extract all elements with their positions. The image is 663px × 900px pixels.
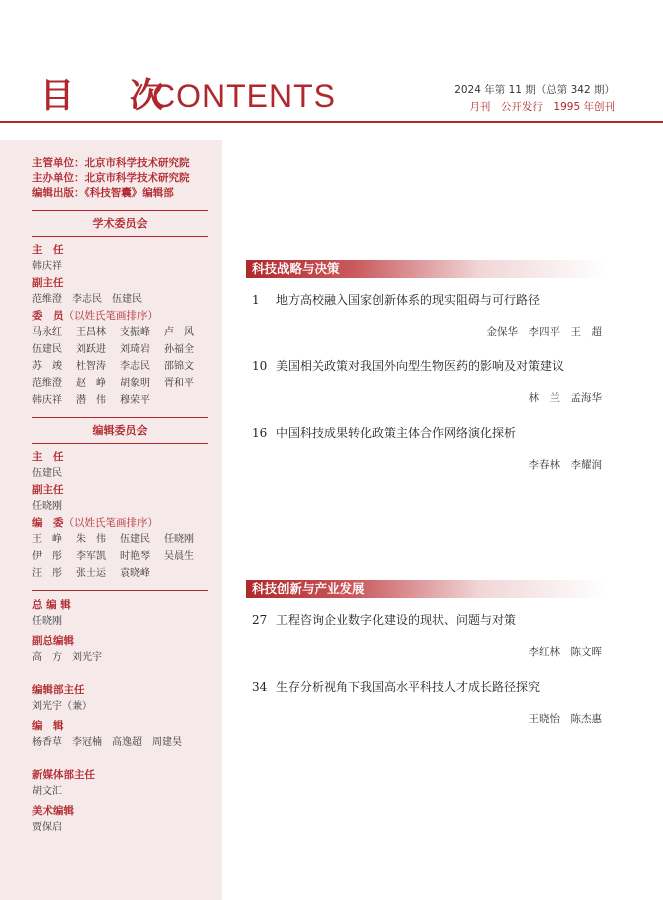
art-editor-label: 美术编辑 xyxy=(32,805,74,817)
page-number: 34 xyxy=(252,680,268,694)
member-name: 刘跃进 xyxy=(76,344,106,355)
page-number: 1 xyxy=(252,293,260,307)
member-name: 王 峥 xyxy=(32,534,62,545)
editorial-director-label: 主 任 xyxy=(32,451,64,463)
academic-committee-title: 学术委员会 xyxy=(92,217,148,230)
member-name: 袁晓峰 xyxy=(120,568,150,579)
editorial-members-note: （以姓氏笔画排序） xyxy=(63,517,158,529)
article-title[interactable]: 生存分析视角下我国高水平科技人才成长路径探究 xyxy=(276,680,541,694)
divider xyxy=(32,590,208,591)
org-publisher: 编辑出版：《科技智囊》编辑部 xyxy=(32,187,174,199)
article-title[interactable]: 美国相关政策对我国外向型生物医药的影响及对策建议 xyxy=(276,359,565,373)
section-title: 科技战略与决策 xyxy=(252,261,340,276)
article-title[interactable]: 中国科技成果转化政策主体合作网络演化探析 xyxy=(276,426,517,440)
org-supervisor: 主管单位：北京市科学技术研究院 xyxy=(32,157,190,169)
member-name: 赵 峥 xyxy=(76,378,106,389)
article-authors: 金保华 李四平 王 超 xyxy=(486,326,602,338)
article-authors: 李春林 李耀润 xyxy=(528,459,602,471)
member-name: 胥和平 xyxy=(164,378,194,389)
office-director-label: 编辑部主任 xyxy=(32,684,85,696)
member-name: 朱 伟 xyxy=(76,534,106,545)
issue-info xyxy=(454,82,615,116)
academic-members-label: 委 员 xyxy=(32,310,64,322)
header-rule xyxy=(0,121,663,123)
divider xyxy=(32,443,208,444)
member-name: 王昌林 xyxy=(76,327,106,338)
member-name: 马永红 xyxy=(32,327,62,338)
section-title: 科技创新与产业发展 xyxy=(252,581,365,596)
toc-entry[interactable] xyxy=(246,679,602,726)
editorial-members-label: 编 委 xyxy=(32,517,64,529)
masthead-sidebar xyxy=(0,140,222,900)
member-name: 胡象明 xyxy=(120,378,150,389)
member-name: 汪 彤 xyxy=(32,568,62,579)
member-name: 时艳琴 xyxy=(120,551,150,562)
page-number: 16 xyxy=(252,426,268,440)
editorial-vice: 任晓刚 xyxy=(32,501,62,512)
member-name: 支振峰 xyxy=(120,327,150,338)
academic-members xyxy=(32,324,208,409)
editors: 杨香草 李冠楠 高逸超 周建昊 xyxy=(32,737,182,748)
editorial-members xyxy=(32,531,208,582)
toc-entry[interactable] xyxy=(246,292,602,339)
member-name: 韩庆祥 xyxy=(32,395,62,406)
academic-director: 韩庆祥 xyxy=(32,261,62,272)
academic-vice: 范维澄 李志民 伍建民 xyxy=(32,294,142,305)
new-media-director: 胡文汇 xyxy=(32,786,62,797)
member-name: 苏 竣 xyxy=(32,361,62,372)
editorial-members-heading xyxy=(32,515,208,531)
member-name: 卢 风 xyxy=(164,327,194,338)
section-band xyxy=(246,580,606,598)
academic-director-label: 主 任 xyxy=(32,244,64,256)
deputy-editor-label: 副总编辑 xyxy=(32,635,74,647)
deputy-editors: 高 方 刘光宇 xyxy=(32,652,102,663)
org-sponsor: 主办单位：北京市科学技术研究院 xyxy=(32,172,190,184)
toc-entry[interactable] xyxy=(246,612,602,659)
member-name: 任晓刚 xyxy=(164,534,194,545)
member-name: 邵锦文 xyxy=(164,361,194,372)
article-authors: 林 兰 孟海华 xyxy=(528,392,602,404)
member-name: 刘琦岩 xyxy=(120,344,150,355)
member-name: 伊 彤 xyxy=(32,551,62,562)
editorial-committee-title: 编辑委员会 xyxy=(92,424,148,437)
member-name: 李志民 xyxy=(120,361,150,372)
member-name: 吴晨生 xyxy=(164,551,194,562)
page-number: 27 xyxy=(252,613,268,627)
member-name: 伍建民 xyxy=(120,534,150,545)
editors-label: 编 辑 xyxy=(32,720,64,732)
member-name: 范维澄 xyxy=(32,378,62,389)
article-authors: 王晓怡 陈杰惠 xyxy=(528,713,602,725)
publication-line: 月刊 公开发行 1995 年创刊 xyxy=(469,101,615,113)
member-name: 穆荣平 xyxy=(120,395,150,406)
divider xyxy=(32,210,208,211)
article-authors: 李红林 陈文晖 xyxy=(528,646,602,658)
page-title-en: CONTENTS xyxy=(152,78,336,114)
divider xyxy=(32,236,208,237)
art-editor: 贾保启 xyxy=(32,822,62,833)
editorial-vice-label: 副主任 xyxy=(32,484,64,496)
member-name: 潜 伟 xyxy=(76,395,106,406)
academic-members-heading xyxy=(32,308,208,324)
member-name: 张士运 xyxy=(76,568,106,579)
office-director: 刘光宇（兼） xyxy=(32,701,92,712)
editor-in-chief-label: 总 编 辑 xyxy=(32,599,71,611)
editor-in-chief: 任晓刚 xyxy=(32,616,62,627)
member-name: 孙福全 xyxy=(164,344,194,355)
org-list xyxy=(32,156,208,201)
section-band xyxy=(246,260,606,278)
article-title[interactable]: 地方高校融入国家创新体系的现实阻碍与可行路径 xyxy=(276,293,541,307)
academic-vice-label: 副主任 xyxy=(32,277,64,289)
issue-line: 2024 年第 11 期（总第 342 期） xyxy=(454,84,615,96)
toc-entry[interactable] xyxy=(246,358,602,405)
toc-entry[interactable] xyxy=(246,425,602,472)
new-media-director-label: 新媒体部主任 xyxy=(32,769,95,781)
academic-members-note: （以姓氏笔画排序） xyxy=(63,310,158,322)
page-title-cn: 目 次 xyxy=(40,76,186,116)
article-title[interactable]: 工程咨询企业数字化建设的现状、问题与对策 xyxy=(276,613,517,627)
editorial-director: 伍建民 xyxy=(32,468,62,479)
member-name: 李军凯 xyxy=(76,551,106,562)
member-name: 杜智涛 xyxy=(76,361,106,372)
divider xyxy=(32,417,208,418)
page-number: 10 xyxy=(252,359,268,373)
member-name: 伍建民 xyxy=(32,344,62,355)
page-header xyxy=(0,0,663,125)
